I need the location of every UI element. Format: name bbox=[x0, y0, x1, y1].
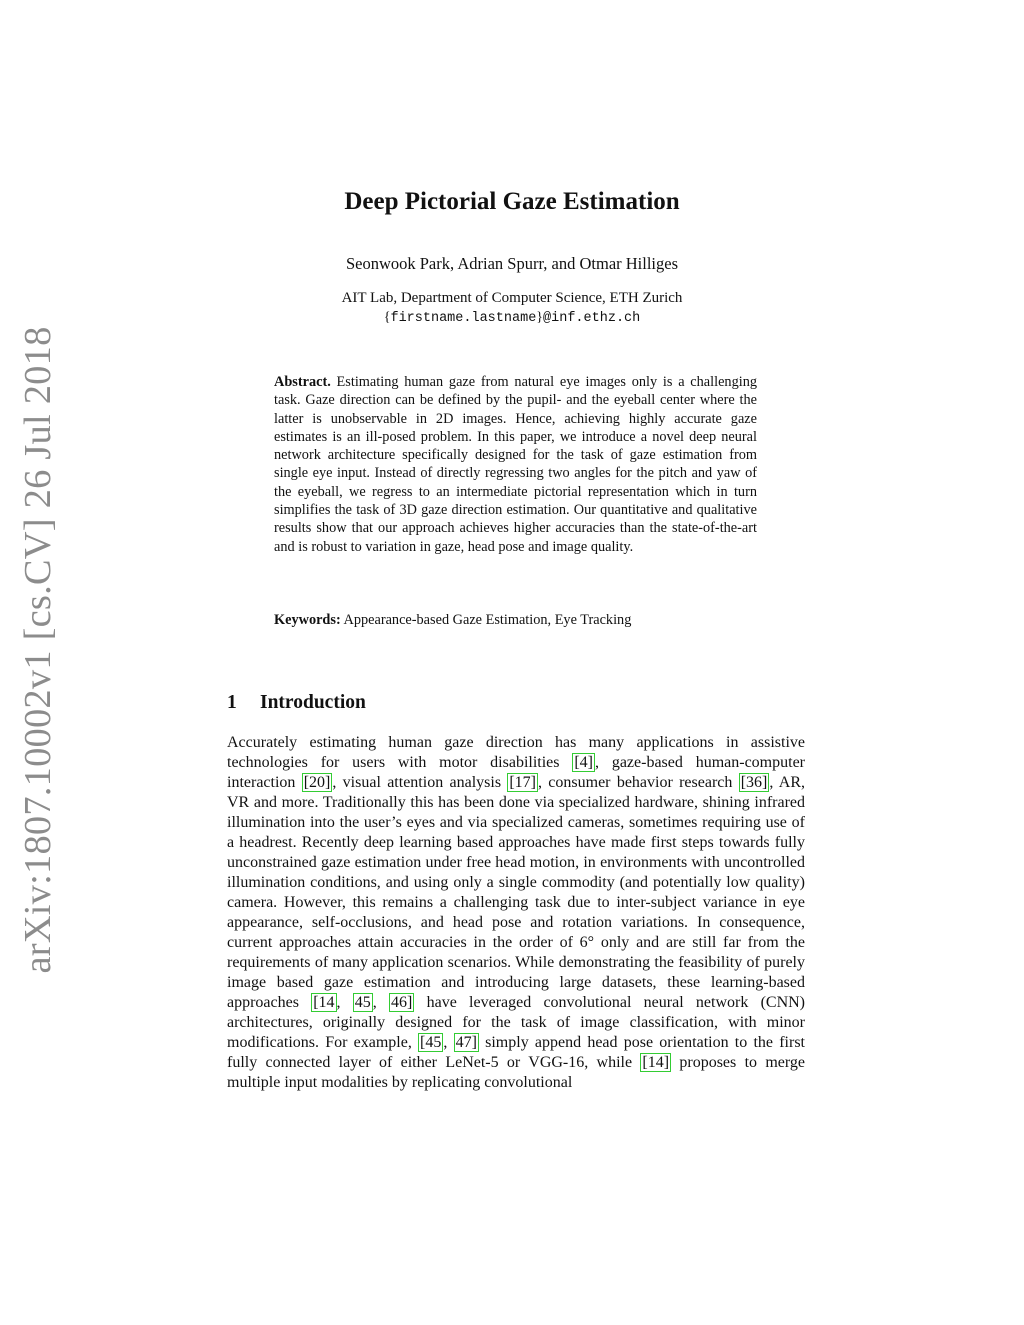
intro-paragraph bbox=[227, 733, 805, 1093]
intro-text: Accurately estimating human gaze direction has many applications in assistive technologies for users with motor disabilities bbox=[227, 734, 805, 771]
intro-text: , visual attention analysis bbox=[332, 774, 508, 791]
intro-text: simply append head pose orientation to the first fully connected layer of either LeNet-5 or VGG-16, while bbox=[227, 1034, 806, 1071]
abstract-text: Estimating human gaze from natural eye images only is a challenging task. Gaze direction can be defined by the pupil- and the eyeball center where the latter is unobservable in 2D images. Hence, achieving highly accurate gaze estimates is an ill-posed problem. In this paper, we introduce a novel deep neural network architecture specifically designed for the task of gaze estimation from single eye input. Instead of directly regressing two angles for the pitch and yaw of the eyeball, we regress to an intermediate pictorial representation which in turn simplifies the task of 3D gaze direction estimation. Our quantitative and qualitative results show that our approach achieves higher accuracies than the state-of-the-art and is robust to variation in gaze, head pose and image quality. bbox=[274, 374, 757, 555]
abstract-label: Abstract. bbox=[274, 374, 331, 390]
citation-separator: , bbox=[336, 994, 353, 1011]
contact-email bbox=[0, 308, 1024, 329]
keywords-text: Appearance-based Gaze Estimation, Eye Tracking bbox=[343, 612, 632, 628]
section-heading-introduction bbox=[227, 690, 366, 716]
intro-text: , consumer behavior research bbox=[538, 774, 739, 791]
abstract bbox=[274, 373, 757, 556]
arxiv-identifier: arXiv:1807.10002v1 [cs.CV] 26 Jul 2018 bbox=[17, 326, 59, 974]
citation-link[interactable]: [45 bbox=[420, 1034, 442, 1051]
citation-link[interactable]: [17] bbox=[509, 774, 536, 791]
intro-text: proposes to merge multiple input modalities by replicating convolutional bbox=[227, 1054, 806, 1091]
affiliation: AIT Lab, Department of Computer Science, ETH Zurich bbox=[341, 290, 683, 306]
citation-link[interactable]: [14] bbox=[642, 1054, 670, 1071]
intro-text: , gaze-based human-computer interaction bbox=[227, 754, 806, 791]
citation-link[interactable]: [20] bbox=[303, 774, 331, 791]
email-brace-close: } bbox=[536, 310, 544, 325]
email-domain: @inf.ethz.ch bbox=[543, 311, 641, 326]
citation-link[interactable]: 47] bbox=[455, 1034, 477, 1051]
section-number: 1 bbox=[227, 692, 237, 713]
citation-link[interactable]: [14 bbox=[313, 994, 335, 1011]
email-user: firstname.lastname bbox=[390, 311, 537, 326]
paper-title: Deep Pictorial Gaze Estimation bbox=[344, 188, 680, 215]
citation-link[interactable]: 45 bbox=[354, 994, 371, 1011]
citation-separator: , bbox=[443, 1034, 454, 1051]
keywords bbox=[274, 611, 757, 629]
section-title: Introduction bbox=[260, 692, 366, 713]
citation-link[interactable]: [36] bbox=[740, 774, 768, 791]
intro-text: have leveraged convolutional neural network (CNN) architectures, originally designed for the task of image classification, with minor modifications. For example, bbox=[227, 994, 806, 1051]
keywords-label: Keywords: bbox=[274, 612, 341, 628]
email-brace-open: { bbox=[383, 310, 391, 325]
citation-link[interactable]: [4] bbox=[574, 754, 593, 771]
citation-separator: , bbox=[372, 994, 390, 1011]
intro-text: , AR, VR and more. Traditionally this has been done via specialized hardware, shining infrared illumination into the user’s eyes and via specialized cameras, sometimes requiring use of a headrest. Recently deep learning based approaches have made first steps towards fully unconstrained gaze estimation under free head motion, in environments with uncontrolled illumination conditions, and using only a single commodity (and potentially low quality) camera. However, this remains a challenging task due to inter-subject variance in eye appearance, self-occlusions, and head pose and rotation variations. In consequence, current approaches attain accuracies in the order of 6° only and are still far from the requirements of many application scenarios. While demonstrating the feasibility of purely image based gaze estimation and introducing large datasets, these learning-based approaches bbox=[227, 774, 805, 1011]
author-list: Seonwook Park, Adrian Spurr, and Otmar Hilliges bbox=[345, 254, 679, 273]
citation-link[interactable]: 46] bbox=[391, 994, 413, 1011]
